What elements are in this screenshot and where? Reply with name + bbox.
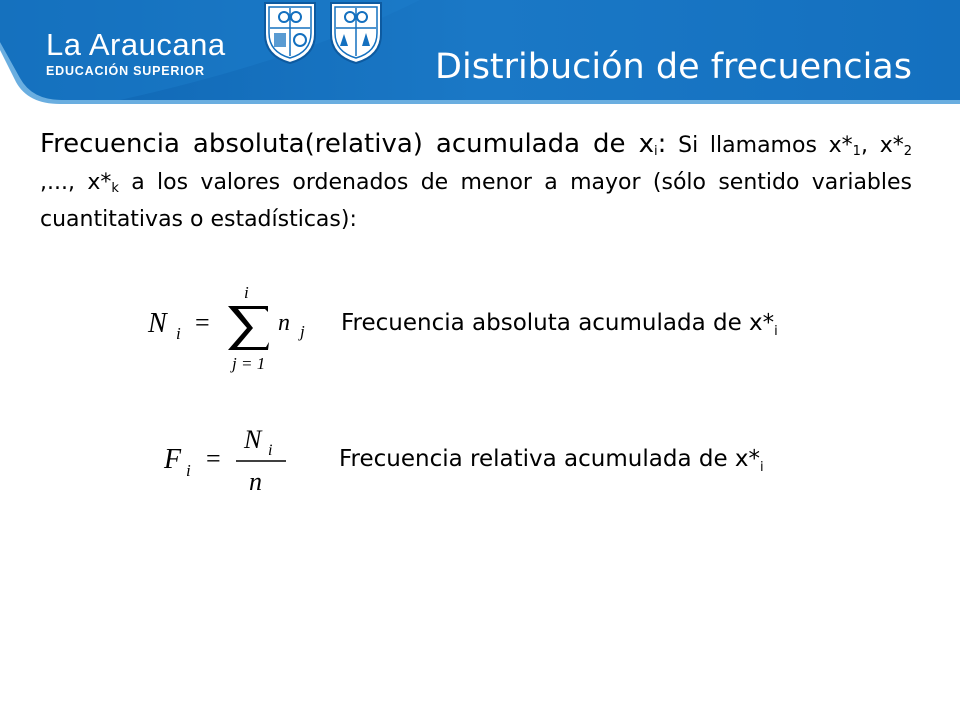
formula-absolute-lhs-sub: i bbox=[176, 324, 181, 343]
formula-relative bbox=[158, 420, 298, 505]
formula-relative-lhs-sub: i bbox=[186, 461, 191, 480]
formula-relative-svg bbox=[158, 420, 298, 500]
intro-lead-text: Frecuencia absoluta(relativa) acumulada de x bbox=[40, 129, 654, 159]
intro-lead-sub: i bbox=[653, 144, 658, 159]
formula-relative-equals: = bbox=[206, 444, 221, 473]
formula-relative-numerator: N bbox=[244, 425, 262, 454]
formula-relative-numerator-sub: i bbox=[268, 442, 273, 459]
formula-absolute-lower: j = 1 bbox=[232, 354, 266, 373]
crest-shield-icon bbox=[328, 0, 384, 66]
formula-relative-denominator: n bbox=[249, 467, 262, 496]
intro-text-3: ,..., x* bbox=[40, 170, 112, 195]
intro-lead bbox=[40, 129, 666, 159]
formula-absolute-svg bbox=[140, 278, 330, 378]
formula-relative-label-sub: i bbox=[760, 460, 764, 475]
formula-absolute-lhs: N bbox=[148, 308, 167, 339]
crest-shield-icon bbox=[262, 0, 318, 66]
brand-logo bbox=[46, 28, 226, 78]
formula-relative-lhs: F bbox=[164, 444, 182, 475]
intro-text-4: a los valores ordenados de menor a mayor (sólo sentido variables cuantitativas o estadísticas): bbox=[40, 170, 912, 232]
intro-sub-1: 1 bbox=[852, 144, 861, 159]
formula-absolute-label bbox=[341, 310, 778, 339]
formula-absolute-label-sub: i bbox=[774, 324, 778, 339]
summation-icon bbox=[228, 306, 269, 350]
intro-sub-3: k bbox=[111, 181, 119, 196]
page-title: Distribución de frecuencias bbox=[435, 47, 912, 87]
formula-absolute-upper: i bbox=[244, 283, 249, 302]
formula-relative-label bbox=[339, 446, 764, 475]
header-band bbox=[0, 0, 960, 118]
formula-absolute-term: n bbox=[278, 310, 290, 336]
intro-lead-colon: : bbox=[657, 129, 667, 159]
brand-name: La Araucana bbox=[46, 27, 226, 62]
intro-paragraph bbox=[40, 126, 912, 238]
formula-absolute-term-sub: j bbox=[300, 322, 305, 341]
formula-absolute bbox=[140, 278, 330, 383]
formula-absolute-label-text: Frecuencia absoluta acumulada de x* bbox=[341, 310, 775, 336]
formula-relative-label-text: Frecuencia relativa acumulada de x* bbox=[339, 446, 761, 472]
brand-subtitle: EDUCACIÓN SUPERIOR bbox=[46, 64, 205, 78]
intro-text-1: Si llamamos x* bbox=[666, 133, 853, 158]
formula-absolute-equals: = bbox=[195, 308, 210, 337]
intro-text-2: , x* bbox=[860, 133, 904, 158]
intro-sub-2: 2 bbox=[903, 144, 912, 159]
